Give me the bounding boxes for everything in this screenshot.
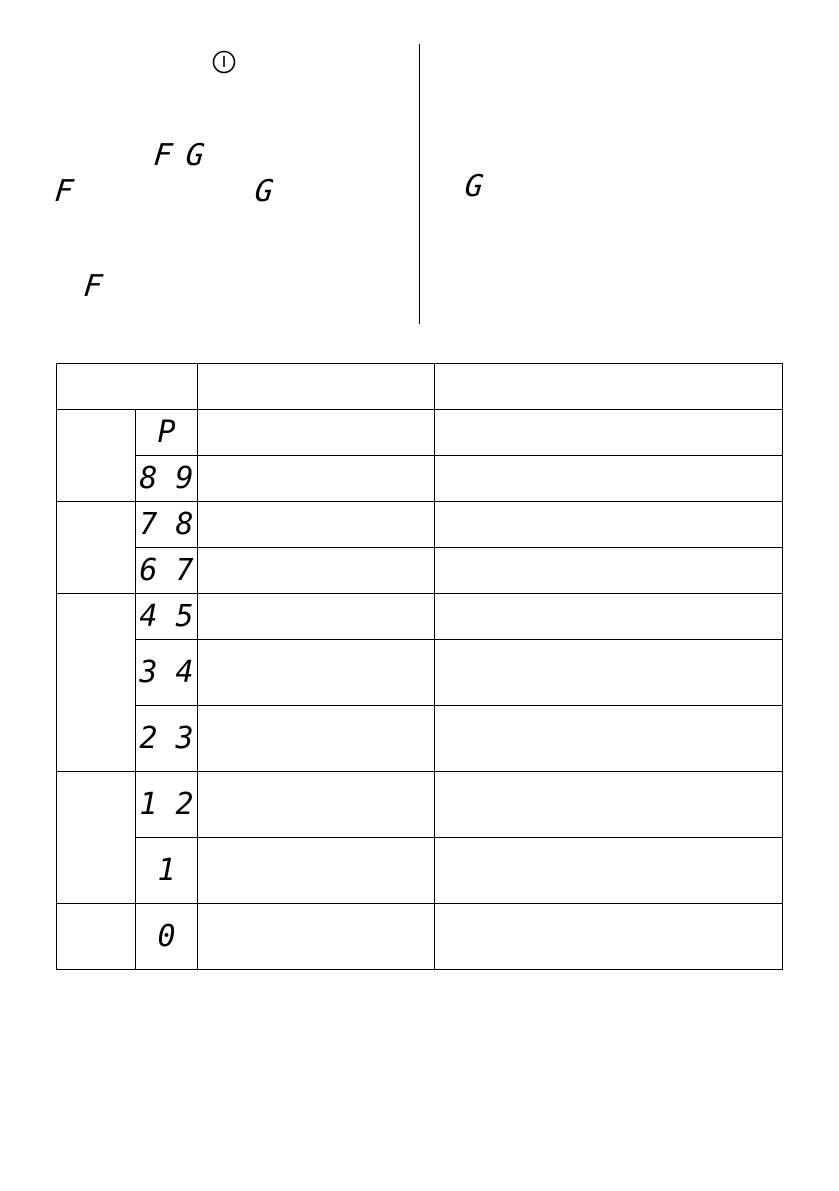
notes-cell [435, 640, 783, 706]
table-row [57, 838, 783, 904]
table-row [57, 706, 783, 772]
table-row [57, 640, 783, 706]
level-display: 1 [136, 838, 198, 904]
table-row [57, 410, 783, 456]
use-cell [198, 502, 435, 548]
group-cell [57, 410, 136, 502]
level-display: 1 2 [136, 772, 198, 838]
group-cell [57, 772, 136, 904]
level-display: 4 5 [136, 594, 198, 640]
table-row [57, 594, 783, 640]
notes-cell [435, 410, 783, 456]
display-f-third: F [82, 269, 104, 304]
display-g-right: G [463, 169, 485, 204]
use-cell [198, 594, 435, 640]
table-row [57, 772, 783, 838]
level-display: P [136, 410, 198, 456]
use-cell [198, 838, 435, 904]
use-cell [198, 904, 435, 970]
table-row [57, 904, 783, 970]
display-g-second: G [253, 174, 275, 209]
display-f-second: F [53, 174, 75, 209]
header-cell-display [57, 364, 198, 410]
notes-cell [435, 706, 783, 772]
use-cell [198, 456, 435, 502]
notes-cell [435, 548, 783, 594]
notes-cell [435, 838, 783, 904]
notes-cell [435, 502, 783, 548]
use-cell [198, 640, 435, 706]
group-cell [57, 594, 136, 772]
display-g-top: G [184, 138, 206, 173]
header-cell-use [198, 364, 435, 410]
display-f-top: F [152, 138, 174, 173]
heat-settings-table [56, 363, 783, 970]
level-display: 6 7 [136, 548, 198, 594]
notes-cell [435, 456, 783, 502]
notes-cell [435, 594, 783, 640]
column-divider [419, 44, 420, 324]
level-display: 2 3 [136, 706, 198, 772]
table-header-row [57, 364, 783, 410]
power-icon [212, 50, 236, 74]
use-cell [198, 706, 435, 772]
level-display: 8 9 [136, 456, 198, 502]
use-cell [198, 410, 435, 456]
level-display: 7 8 [136, 502, 198, 548]
notes-cell [435, 772, 783, 838]
group-cell [57, 502, 136, 594]
notes-cell [435, 904, 783, 970]
level-display: 0 [136, 904, 198, 970]
level-display: 3 4 [136, 640, 198, 706]
table-row [57, 548, 783, 594]
group-cell [57, 904, 136, 970]
use-cell [198, 772, 435, 838]
use-cell [198, 548, 435, 594]
table-row [57, 502, 783, 548]
table-row [57, 456, 783, 502]
header-cell-notes [435, 364, 783, 410]
